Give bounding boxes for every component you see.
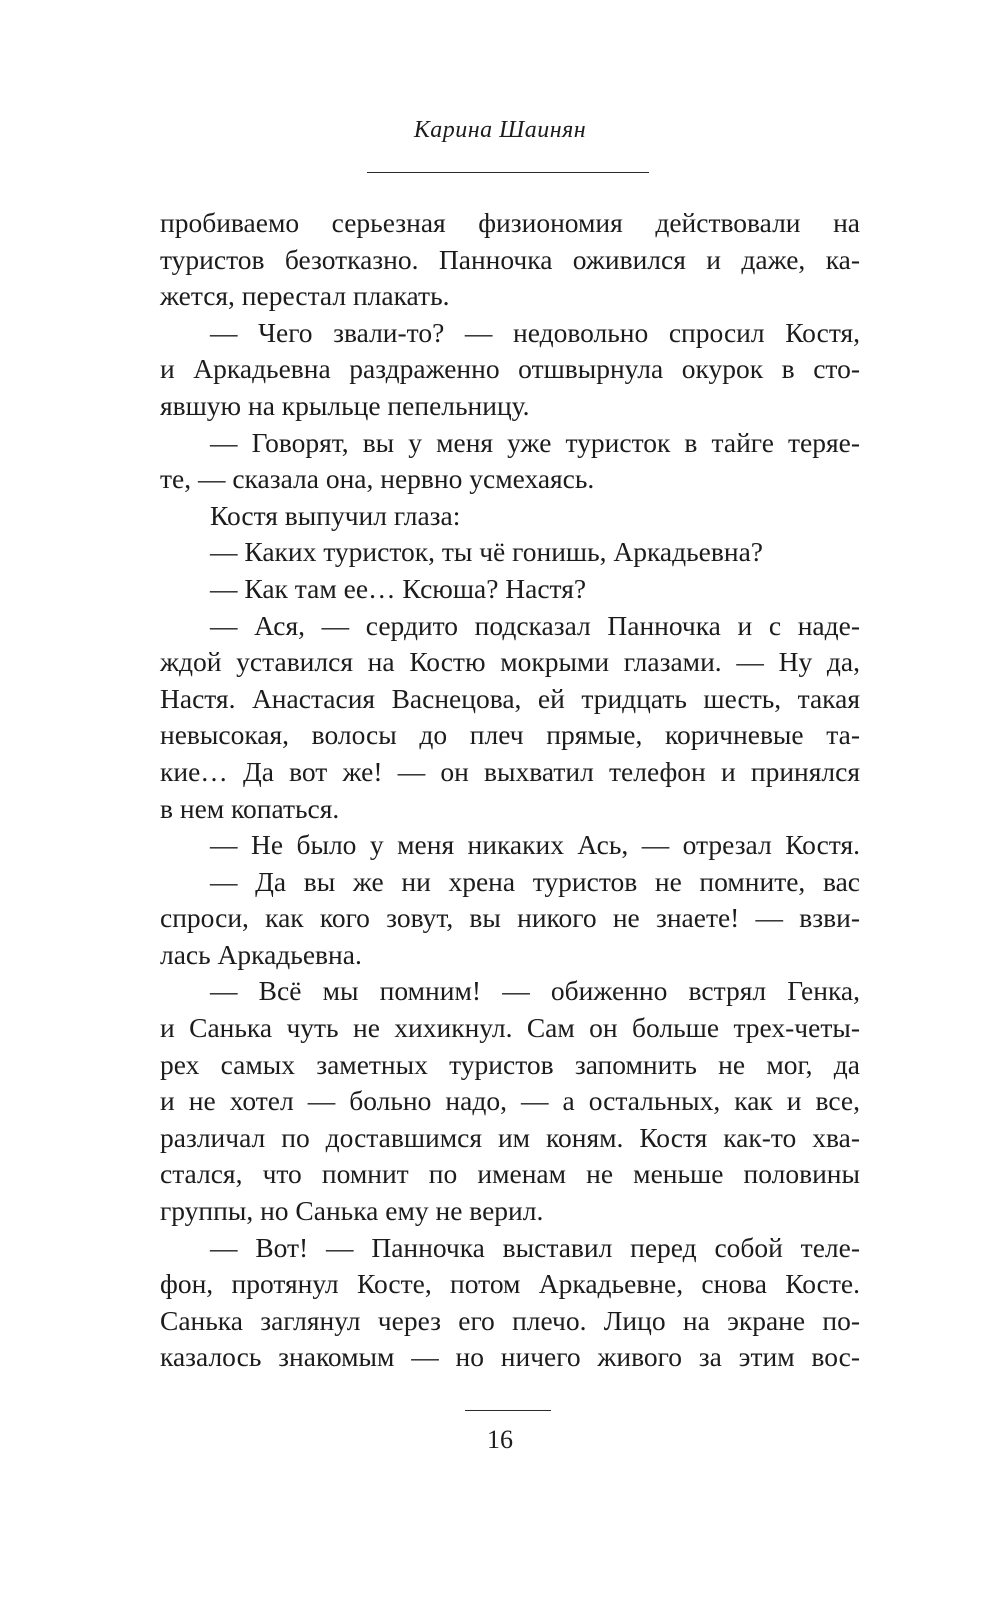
text-line: ждой уставился на Костю мокрыми глазами. — Ну да, — [160, 646, 860, 678]
text-line: жется, перестал плакать. — [160, 280, 450, 312]
text-line: различал по доставшимся им коням. Костя как-то хва- — [160, 1121, 860, 1153]
running-head: Карина Шаинян — [413, 117, 587, 143]
text-line: фон, протянул Косте, потом Аркадьевне, снова Косте. — [160, 1268, 860, 1300]
text-line: Костя выпучил глаза: — [210, 499, 461, 531]
text-line: спроси, как кого зовут, вы никого не знаете! — взви- — [160, 902, 860, 934]
text-line: — Чего звали-то? — недовольно спросил Костя, — [210, 316, 860, 348]
text-line: — Вот! — Панночка выставил перед собой теле- — [210, 1231, 860, 1263]
text-line: и не хотел — больно надо, — а остальных, как и все, — [160, 1085, 860, 1117]
text-line: пробиваемо серьезная физиономия действовали на — [160, 207, 860, 238]
text-line: кие… Да вот же! — он выхватил телефон и принялся — [160, 755, 860, 787]
text-line: невысокая, волосы до плеч прямые, коричневые та- — [160, 719, 860, 751]
text-line: лась Аркадьевна. — [160, 938, 362, 970]
text-line: Санька заглянул через его плечо. Лицо на экране по- — [160, 1304, 860, 1336]
text-line: рех самых заметных туристов запомнить не мог, да — [160, 1048, 860, 1080]
text-line: Настя. Анастасия Васнецова, ей тридцать шесть, такая — [160, 682, 860, 714]
text-line: казалось знакомым — но ничего живого за этим вос- — [160, 1341, 860, 1373]
text-line: туристов безотказно. Панночка оживился и даже, ка- — [160, 243, 860, 275]
text-line: — Не было у меня никаких Ась, — отрезал Костя. — [210, 829, 860, 861]
body-text — [160, 205, 860, 1376]
text-line: — Всё мы помним! — обиженно встрял Генка, — [210, 975, 860, 1007]
text-line: и Санька чуть не хихикнул. Сам он больше трех-четы- — [160, 1012, 860, 1044]
header-rule — [367, 172, 649, 173]
text-line: те, — сказала она, нервно усмехаясь. — [160, 463, 595, 495]
text-line: и Аркадьевна раздраженно отшвырнула окурок в сто- — [160, 353, 860, 385]
text-line: — Как там ее… Ксюша? Настя? — [210, 572, 587, 604]
text-line: в нем копаться. — [160, 792, 340, 824]
text-line: стался, что помнит по именам не меньше половины — [160, 1158, 860, 1190]
text-line: группы, но Санька ему не верил. — [160, 1195, 544, 1227]
page-number: 16 — [487, 1425, 513, 1454]
text-line: явшую на крыльце пепельницу. — [160, 389, 530, 421]
text-line: — Ася, — сердито подсказал Панночка и с наде- — [210, 609, 860, 641]
text-line: — Да вы же ни хрена туристов не помните, вас — [210, 865, 860, 897]
footer-rule — [465, 1410, 551, 1411]
text-line: — Говорят, вы у меня уже туристок в тайге теряе- — [210, 426, 860, 458]
text-line: — Каких туристок, ты чё гонишь, Аркадьевна? — [210, 536, 763, 568]
